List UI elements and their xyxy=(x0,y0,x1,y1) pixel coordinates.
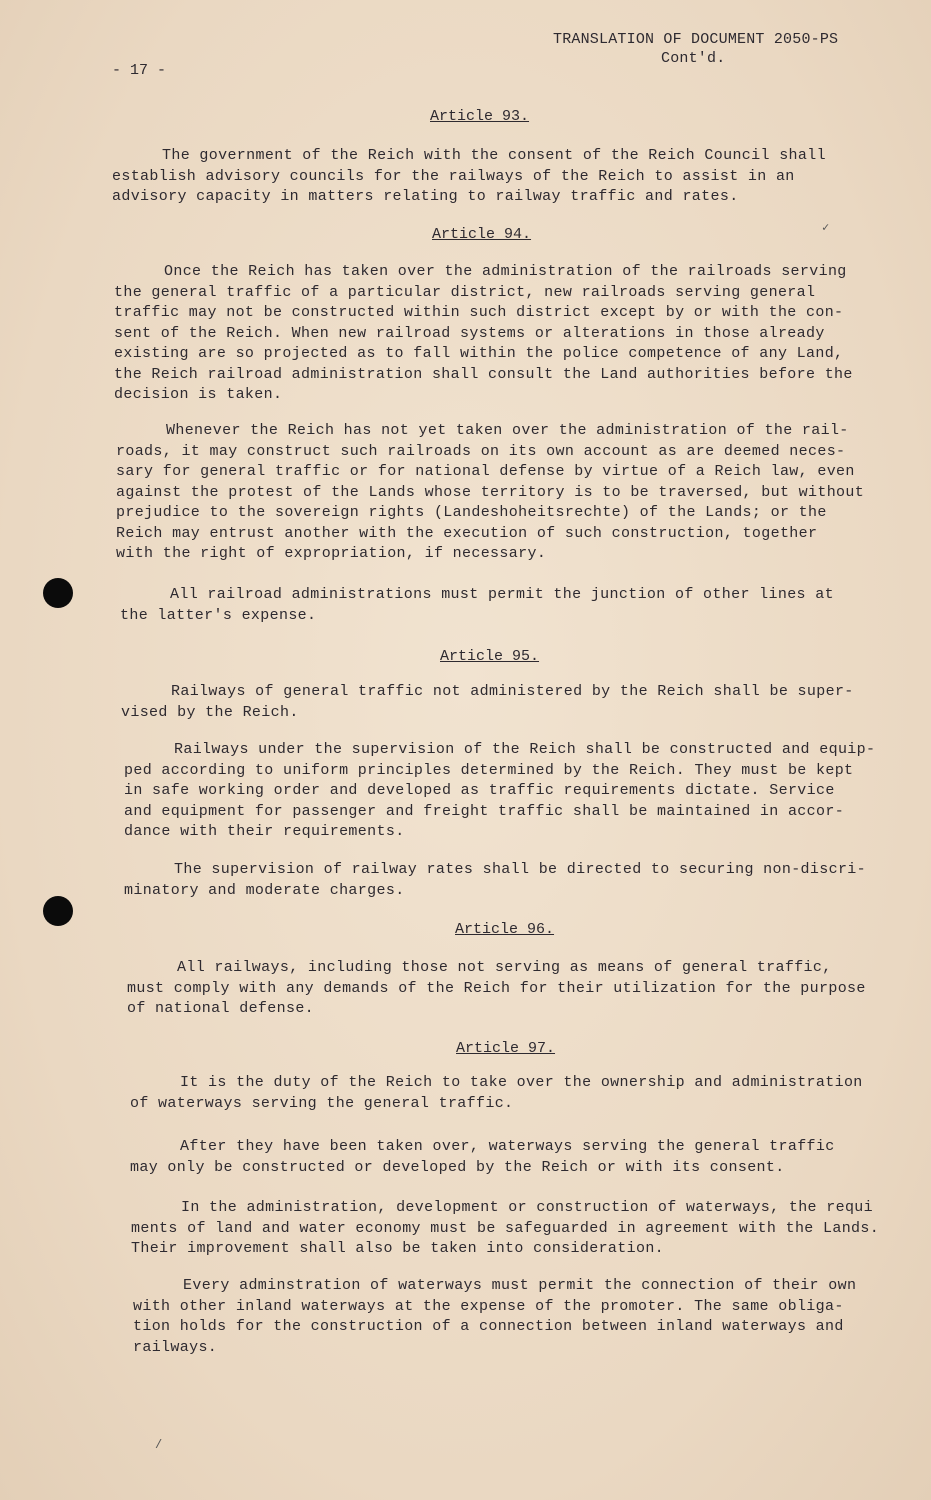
continued-label: Cont'd. xyxy=(661,50,726,67)
article-heading: Article 93. xyxy=(430,108,530,125)
paragraph: Whenever the Reich has not yet taken over the administration of the rail- roads, it may construct such railroads on its own account as are deemed neces- sary for general traffic or for national defense by virtue of a Reich law, even against the protest of the Lands whose territory is to be traversed, but without prejudice to the sovereign rights (Landeshoheitsrechte) of the Lands; or the Reich may entrust another with the execution of such construction, together with the right of expropriation, if necessary. xyxy=(116,422,865,562)
article-heading: Article 97. xyxy=(456,1040,556,1057)
punch-hole xyxy=(43,578,73,608)
page-number: - 17 - xyxy=(112,62,167,79)
paragraph: In the administration, development or construction of waterways, the requi ments of land and water economy must be safeguarded in agreement with the Lands. Their improvement shall also be taken into consideration. xyxy=(131,1199,880,1257)
paragraph: The supervision of railway rates shall be directed to securing non-discri- minatory and moderate charges. xyxy=(124,861,867,899)
paragraph: All railways, including those not serving as means of general traffic, must comply with any demands of the Reich for their utilization for the purpose of national defense. xyxy=(127,959,866,1017)
paragraph: Every adminstration of waterways must permit the connection of their own with other inland waterways at the expense of the promoter. The same obliga- tion holds for the construction of a connection between inland waterways and railways. xyxy=(133,1277,857,1356)
article-heading: Article 95. xyxy=(440,648,540,665)
paragraph: It is the duty of the Reich to take over the ownership and administration of waterways serving the general traffic. xyxy=(130,1074,863,1112)
document-header xyxy=(553,30,838,68)
article-heading: Article 94. xyxy=(432,226,532,243)
article-heading: Article 96. xyxy=(455,921,555,938)
paragraph: All railroad administrations must permit the junction of other lines at the latter's expense. xyxy=(120,586,834,624)
paper-mark: ✓ xyxy=(822,221,830,235)
paragraph: The government of the Reich with the consent of the Reich Council shall establish advisory councils for the railways of the Reich to assist in an advisory capacity in matters relating to railway traffic and rates. xyxy=(112,147,826,205)
paper-mark: / xyxy=(155,1438,163,1452)
paragraph: Railways under the supervision of the Reich shall be constructed and equip- ped according to uniform principles determined by the Reich. They must be kept in safe working order and developed as traffic requirements dictate. Service and equipment for passenger and freight traffic shall be maintained in accor- dance with their requirements. xyxy=(124,741,876,840)
paragraph: Railways of general traffic not administered by the Reich shall be super- vised by the Reich. xyxy=(121,683,854,721)
punch-hole xyxy=(43,896,73,926)
paragraph: After they have been taken over, waterways serving the general traffic may only be constructed or developed by the Reich or with its consent. xyxy=(130,1138,835,1176)
paragraph: Once the Reich has taken over the administration of the railroads serving the general traffic of a particular district, new railroads serving general traffic may not be constructed within such district except by or with the con- sent of the Reich. When new railroad systems or alterations in those already existing are so projected as to fall within the police competence of any Land, the Reich railroad administration shall consult the Land authorities before the decision is taken. xyxy=(114,263,853,403)
document-title: TRANSLATION OF DOCUMENT 2050-PS xyxy=(553,31,839,48)
